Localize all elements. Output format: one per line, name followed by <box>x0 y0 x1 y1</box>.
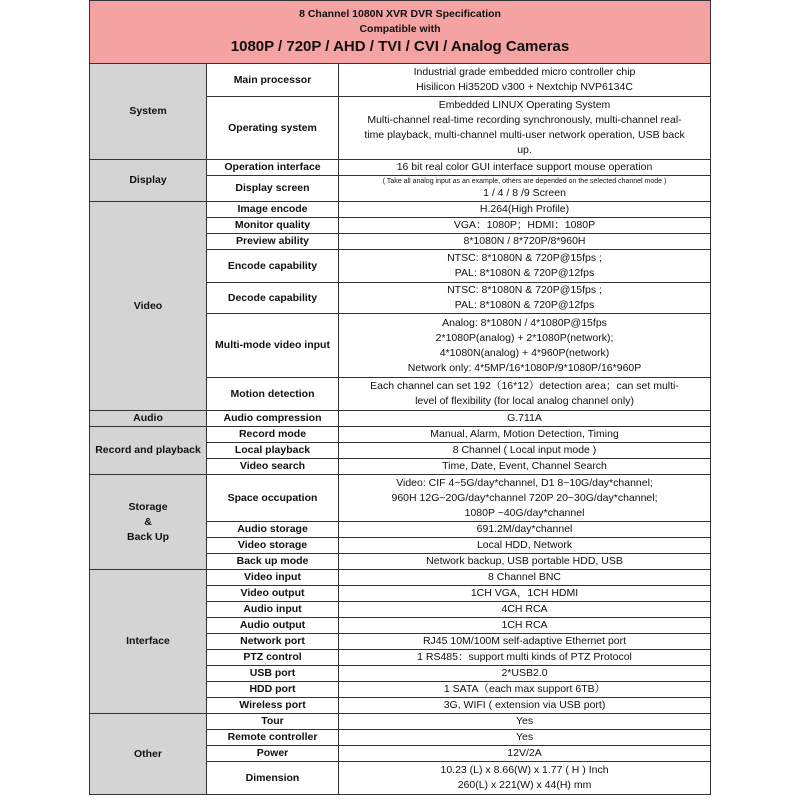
spec-value-line: NTSC: 8*1080N & 720P@15fps ; <box>447 284 602 296</box>
spec-value-line: 3G, WIFI ( extension via USB port) <box>443 699 606 711</box>
spec-value <box>339 283 711 314</box>
spec-value <box>339 618 711 634</box>
spec-label-video-output: Video output <box>207 586 339 602</box>
category-label: Audio <box>133 412 163 424</box>
spec-value-line: Hisilicon Hi3520D v300 + Nextchip NVP6134C <box>416 81 633 93</box>
spec-value <box>339 650 711 666</box>
category-audio <box>90 411 207 427</box>
spec-value-line: Time, Date, Event, Channel Search <box>442 460 607 472</box>
spec-value-line: 260(L) x 221(W) x 44(H) mm <box>457 779 592 791</box>
spec-value <box>339 730 711 746</box>
spec-row <box>90 411 711 427</box>
spec-row <box>90 475 711 522</box>
category-display <box>90 160 207 202</box>
spec-value <box>339 602 711 618</box>
spec-label-remote-controller: Remote controller <box>207 730 339 746</box>
spec-table <box>89 0 711 795</box>
spec-label-record-mode: Record mode <box>207 427 339 443</box>
spec-label-hdd-port: HDD port <box>207 682 339 698</box>
spec-value <box>339 746 711 762</box>
spec-value <box>339 666 711 682</box>
spec-value-line: 4*1080N(analog) + 4*960P(network) <box>439 346 610 359</box>
spec-value-line: Local HDD, Network <box>476 539 573 551</box>
header-subtitle: Compatible with <box>359 23 441 35</box>
spec-value-line: Video: CIF 4~5G/day*channel, D1 8~10G/day*channel; <box>396 476 653 489</box>
spec-label-main-processor: Main processor <box>207 64 339 97</box>
spec-label-audio-output: Audio output <box>207 618 339 634</box>
spec-value-line: 691.2M/day*channel <box>476 523 573 535</box>
spec-label-audio-compression: Audio compression <box>207 411 339 427</box>
spec-value <box>339 459 711 475</box>
spec-label-monitor-quality: Monitor quality <box>207 218 339 234</box>
spec-label-video-storage: Video storage <box>207 538 339 554</box>
spec-value <box>339 698 711 714</box>
spec-value-line: 16 bit real color GUI interface support mouse operation <box>396 161 653 173</box>
category-system <box>90 64 207 160</box>
spec-note: ( Take all analog input as an example, others are depended on the selected channel mode ) <box>382 177 667 185</box>
spec-value-line: H.264(High Profile) <box>479 203 570 215</box>
spec-value-line: 1CH RCA <box>501 619 548 631</box>
spec-value-line: 1 SATA（each max support 6TB） <box>443 683 606 695</box>
spec-value-line: 8 Channel BNC <box>488 571 561 583</box>
spec-label-operation-interface: Operation interface <box>207 160 339 176</box>
category-video <box>90 202 207 411</box>
spec-label-network-port: Network port <box>207 634 339 650</box>
spec-value-line: 1080P ~40G/day*channel <box>464 506 585 519</box>
category-label: Back Up <box>126 530 169 543</box>
spec-value-line: 1CH VGA，1CH HDMI <box>470 587 579 599</box>
spec-value-line: Analog: 8*1080N / 4*1080P@15fps <box>442 316 607 329</box>
spec-label-space-occupation: Space occupation <box>207 475 339 522</box>
spec-value-line: 1 / 4 / 8 /9 Screen <box>483 186 566 199</box>
header-title: 8 Channel 1080N XVR DVR Specification <box>299 8 501 20</box>
spec-row <box>90 64 711 97</box>
spec-label-audio-input: Audio input <box>207 602 339 618</box>
spec-value <box>339 202 711 218</box>
spec-value <box>339 427 711 443</box>
spec-value-line: 4CH RCA <box>501 603 548 615</box>
spec-label-power: Power <box>207 746 339 762</box>
spec-label-preview-ability: Preview ability <box>207 234 339 250</box>
spec-label-tour: Tour <box>207 714 339 730</box>
spec-label-local-playback: Local playback <box>207 443 339 459</box>
spec-value <box>339 97 711 160</box>
category-other <box>90 714 207 795</box>
spec-label-display-screen: Display screen <box>207 176 339 202</box>
spec-value-line: 2*USB2.0 <box>501 667 548 679</box>
spec-row <box>90 570 711 586</box>
spec-value <box>339 586 711 602</box>
spec-label-wireless-port: Wireless port <box>207 698 339 714</box>
spec-label-operating-system: Operating system <box>207 97 339 160</box>
spec-value-line: Industrial grade embedded micro controller chip <box>413 66 636 78</box>
category-label: Video <box>133 299 163 312</box>
spec-label-back-up-mode: Back up mode <box>207 554 339 570</box>
spec-value <box>339 378 711 411</box>
spec-value <box>339 682 711 698</box>
spec-value-line: up. <box>517 144 532 156</box>
category-label: Other <box>133 747 162 760</box>
category-record-and-playback <box>90 427 207 475</box>
spec-label-multi-mode-video-input: Multi-mode video input <box>207 314 339 378</box>
spec-value-line: level of flexibility (for local analog channel only) <box>415 395 634 407</box>
spec-value-line: PAL: 8*1080N & 720P@12fps <box>454 299 595 311</box>
spec-value-line: Yes <box>515 715 534 727</box>
header-compat: 1080P / 720P / AHD / TVI / CVI / Analog Cameras <box>230 38 570 55</box>
spec-value <box>339 538 711 554</box>
spec-row <box>90 427 711 443</box>
spec-label-audio-storage: Audio storage <box>207 522 339 538</box>
spec-sheet <box>89 0 710 795</box>
spec-value <box>339 64 711 97</box>
spec-value <box>339 411 711 427</box>
spec-value-line: Yes <box>515 731 534 743</box>
spec-label-video-input: Video input <box>207 570 339 586</box>
spec-label-image-encode: Image encode <box>207 202 339 218</box>
spec-value-line: Network backup, USB portable HDD, USB <box>426 555 623 567</box>
header-row <box>90 1 711 64</box>
spec-value-line: 12V/2A <box>507 747 542 759</box>
spec-value-line: RJ45 10M/100M self-adaptive Ethernet port <box>422 635 627 647</box>
spec-value-line: Embedded LINUX Operating System <box>438 99 611 111</box>
spec-value-line: G.711A <box>507 412 542 424</box>
spec-value <box>339 314 711 378</box>
spec-value <box>339 443 711 459</box>
spec-value <box>339 714 711 730</box>
spec-value <box>339 234 711 250</box>
spec-header <box>90 1 711 64</box>
spec-value <box>339 218 711 234</box>
spec-label-video-search: Video search <box>207 459 339 475</box>
spec-value-line: 2*1080P(analog) + 2*1080P(network); <box>435 331 614 344</box>
spec-value-line: 1 RS485：support multi kinds of PTZ Protocol <box>417 651 632 663</box>
spec-value-line: time playback, multi-channel multi-user network operation, USB back <box>364 129 685 141</box>
spec-value <box>339 762 711 795</box>
spec-value-line: PAL: 8*1080N & 720P@12fps <box>454 267 595 279</box>
category-label: Record and playback <box>95 444 201 456</box>
spec-value-line: VGA：1080P；HDMI：1080P <box>453 219 596 231</box>
spec-row <box>90 714 711 730</box>
spec-value <box>339 250 711 283</box>
spec-value-line: Network only: 4*5MP/16*1080P/9*1080P/16*960P <box>407 361 642 374</box>
spec-label-usb-port: USB port <box>207 666 339 682</box>
category-label: Interface <box>126 635 170 647</box>
spec-value <box>339 634 711 650</box>
spec-value <box>339 522 711 538</box>
spec-value <box>339 475 711 522</box>
category-label: System <box>129 105 167 117</box>
spec-row <box>90 202 711 218</box>
spec-value-line: 8*1080N / 8*720P/8*960H <box>463 235 586 247</box>
spec-value <box>339 554 711 570</box>
spec-label-dimension: Dimension <box>207 762 339 795</box>
spec-row <box>90 160 711 176</box>
category-label: Display <box>129 174 167 186</box>
spec-value-line: NTSC: 8*1080N & 720P@15fps ; <box>447 252 602 264</box>
spec-value-line: Manual, Alarm, Motion Detection, Timing <box>430 428 619 440</box>
spec-value-line: 10.23 (L) x 8.66(W) x 1.77 ( H ) Inch <box>440 764 609 776</box>
category-label: Storage <box>128 500 168 513</box>
category-storage-back-up <box>90 475 207 570</box>
spec-value-line: Each channel can set 192（16*12）detection area；can set multi- <box>370 380 679 392</box>
spec-label-decode-capability: Decode capability <box>207 283 339 314</box>
spec-value <box>339 570 711 586</box>
spec-value <box>339 160 711 176</box>
spec-label-encode-capability: Encode capability <box>207 250 339 283</box>
category-label: & <box>144 515 152 528</box>
spec-value <box>339 176 711 202</box>
spec-value-line: 8 Channel ( Local input mode ) <box>452 444 597 456</box>
spec-value-line: Multi-channel real-time recording synchronously, multi-channel real- <box>367 114 682 126</box>
spec-label-motion-detection: Motion detection <box>207 378 339 411</box>
spec-label-ptz-control: PTZ control <box>207 650 339 666</box>
category-interface <box>90 570 207 714</box>
spec-value-line: 960H 12G~20G/day*channel 720P 20~30G/day*channel; <box>391 491 658 504</box>
